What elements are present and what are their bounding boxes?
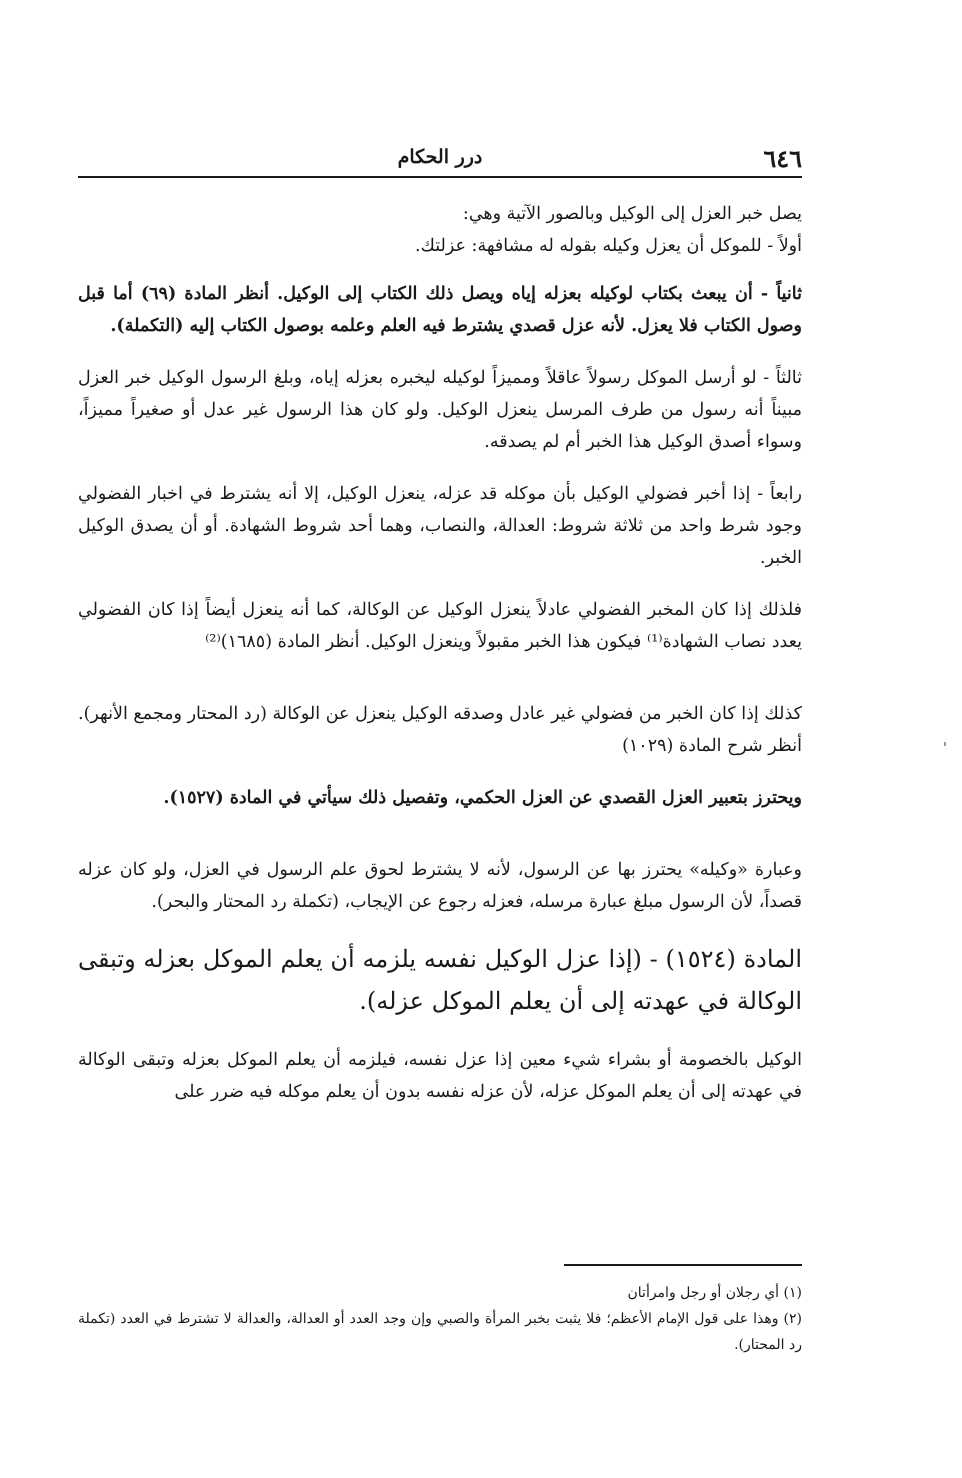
body-text [78, 198, 802, 1108]
paragraph-sixth: كذلك إذا كان الخبر من فضولي غير عادل وصدقه الوكيل ينعزل عن الوكالة (رد المحتار ومجمع الأنهر). أنظر شرح المادة (١٠٢٩) [78, 704, 802, 756]
footnotes [78, 1264, 802, 1358]
paragraph-eighth: وعبارة «وكيله» يحترز بها عن الرسول، لأنه لا يشترط لحوق علم الرسول في العزل، ولو كان عزله قصداً، لأن الرسول مبلغ عبارة مرسله، فعزله رجوع عن الإيجاب، (تكملة رد المحتار والبحر). [78, 860, 802, 912]
paragraph-fourth: رابعاً - إذا أخبر فضولي الوكيل بأن موكله قد عزله، ينعزل الوكيل، إلا أنه يشترط في اخبار الفضولي وجود شرط واحد من ثلاثة شروط: العدالة، والنصاب، وهما أحد شروط الشهادة. أو أن يصدق الوكيل الخبر. [78, 484, 802, 568]
paragraph-third: ثالثاً - لو أرسل الموكل رسولاً عاقلاً ومميزاً لوكيله ليخبره بعزله إياه، وبلغ الرسول الوكيل خبر العزل مبيناً أنه رسول من طرف المرسل ينعزل الوكيل. ولو كان هذا الرسول غير عدل أو صغيراً مميزاً، وسواء أصدق الوكيل هذا الخبر أم لم يصدقه. [78, 368, 802, 452]
paragraph-fifth: فلذلك إذا كان المخبر الفضولي عادلاً ينعزل الوكيل عن الوكالة، كما أنه ينعزل أيضاً إذا كان الفضولي يعدد نصاب الشهادة⁽¹⁾ فيكون هذا الخبر مقبولاً وينعزل الوكيل. أنظر المادة (١٦٨٥)⁽²⁾ [78, 600, 802, 652]
paragraph-ninth: الوكيل بالخصومة أو بشراء شيء معين إذا عزل نفسه، فيلزمه أن يعلم الموكل بعزله وتبقى الوكالة في عهدته إلى أن يعلم الموكل عزله، لأن عزله نفسه بدون أن يعلم موكله فيه ضرر على [78, 1050, 802, 1102]
footnote-2: (٢) وهذا على قول الإمام الأعظم؛ فلا يثبت بخبر المرأة والصبي وإن وجد العدد أو العدالة، والعدالة لا تشترط في العدد (تكملة رد المحتار). [78, 1311, 802, 1353]
article-heading: المادة (١٥٢٤) - (إذا عزل الوكيل نفسه يلزمه أن يعلم الموكل بعزله وتبقى الوكالة في عهدته إلى أن يعلم الموكل عزله). [78, 945, 802, 1015]
running-title: درر الحكام [397, 146, 483, 168]
page-number: ٦٤٦ [763, 144, 802, 173]
page [78, 140, 802, 1128]
footnote-1: (١) أي رجلان أو رجل وامرأتان [627, 1285, 802, 1301]
paragraph-second: ثانياً - أن يبعث بكتاب لوكيله بعزله إياه ويصل ذلك الكتاب إلى الوكيل. أنظر المادة (٦٩) أما قبل وصول الكتاب فلا يعزل. لأنه عزل قصدي يشترط فيه العلم وعلمه بوصول الكتاب إليه (التكملة). [78, 284, 803, 336]
footnote-divider [564, 1264, 802, 1266]
margin-mark [944, 742, 946, 746]
page-header [78, 140, 802, 178]
paragraph-seventh: ويحترز بتعبير العزل القصدي عن العزل الحكمي، وتفصيل ذلك سيأتي في المادة (١٥٢٧). [163, 788, 802, 808]
paragraph-intro: يصل خبر العزل إلى الوكيل وبالصور الآتية وهي: أولاً - للموكل أن يعزل وكيله بقوله له مشافهة: عزلتك. [414, 204, 802, 256]
